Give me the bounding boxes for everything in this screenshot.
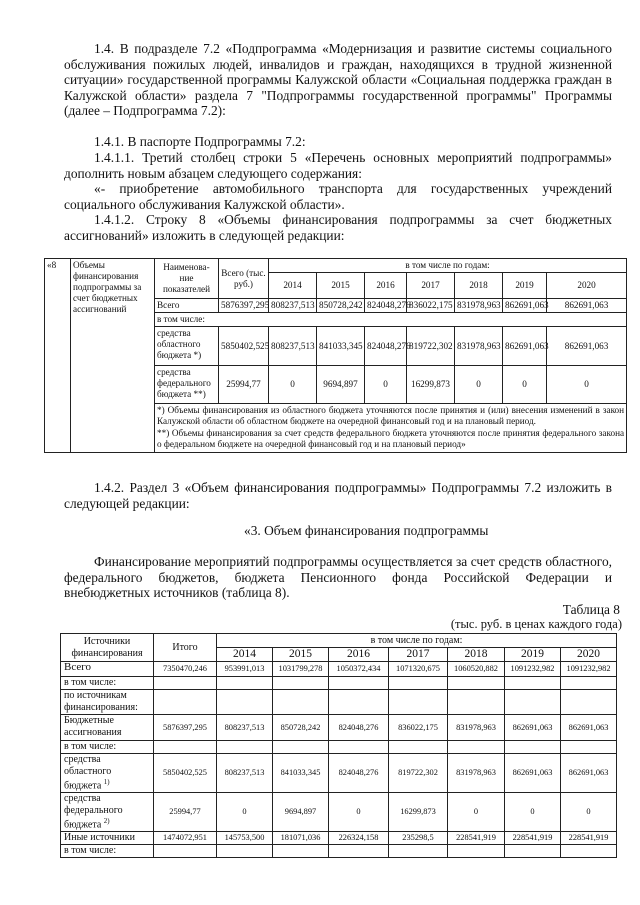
year-header: 2015 (273, 648, 329, 662)
cell-value: 9694,897 (273, 793, 329, 832)
row-name: средства федерального бюджета (64, 793, 123, 831)
cell-value: 0 (547, 366, 627, 404)
row-name-cell (61, 793, 154, 832)
row-name: в том числе: (61, 845, 154, 858)
cell-value: 831978,963 (448, 715, 505, 741)
col-source-header: Источники финансирования (61, 634, 154, 662)
cell-value: 808237,513 (269, 299, 317, 313)
paragraph-1-4-1: 1.4.1. В паспорте Подпрограммы 7.2: (94, 134, 306, 149)
cell-value: 862691,063 (505, 715, 561, 741)
row-total: 1474072,951 (154, 832, 217, 845)
table-row (61, 845, 617, 858)
cell-value: 0 (329, 793, 389, 832)
footnote-marker: 2) (103, 817, 110, 826)
year-header: 2018 (455, 273, 503, 299)
cell-value: 836022,175 (407, 299, 455, 313)
row-name: средства областного бюджета (64, 754, 112, 792)
row-number: «8 (45, 259, 71, 453)
year-header: 2015 (317, 273, 365, 299)
cell-value: 0 (269, 366, 317, 404)
cell-value: 824048,276 (365, 299, 407, 313)
col-total-header: Итого (154, 634, 217, 662)
table-row (61, 754, 617, 793)
cell-value: 1060520,882 (448, 662, 505, 677)
year-header: 2016 (365, 273, 407, 299)
cell-value: 0 (365, 366, 407, 404)
cell-value: 862691,063 (547, 299, 627, 313)
cell-value: 824048,276 (329, 715, 389, 741)
cell-value: 0 (455, 366, 503, 404)
cell-value: 0 (217, 793, 273, 832)
year-header: 2017 (407, 273, 455, 299)
cell-value: 228541,919 (561, 832, 617, 845)
years-group-header: в том числе по годам: (217, 634, 617, 648)
passport-row-8-table (44, 258, 627, 453)
cell-value: 808237,513 (217, 754, 273, 793)
row-total: 25994,77 (154, 793, 217, 832)
table-row (61, 662, 617, 677)
row-name-cell (61, 754, 154, 793)
row-total: 5876397,295 (219, 299, 269, 313)
cell-value: 862691,063 (503, 299, 547, 313)
cell-value: 862691,063 (547, 327, 627, 366)
row-total: 5876397,295 (154, 715, 217, 741)
section-heading: «3. Объем финансирования подпрограммы (244, 523, 489, 538)
cell-value: 841033,345 (317, 327, 365, 366)
table-label: Таблица 8 (562, 602, 620, 617)
year-header: 2020 (561, 648, 617, 662)
row-total: 7350470,246 (154, 662, 217, 677)
cell-value: 862691,063 (561, 715, 617, 741)
cell-value: 0 (503, 366, 547, 404)
table-row (61, 741, 617, 754)
year-header: 2014 (269, 273, 317, 299)
cell-value: 808237,513 (269, 327, 317, 366)
cell-value: 181071,036 (273, 832, 329, 845)
row-total: 5850402,525 (154, 754, 217, 793)
row-name: в том числе: (155, 313, 627, 327)
cell-value: 226324,158 (329, 832, 389, 845)
cell-value: 235298,5 (389, 832, 448, 845)
cell-value: 862691,063 (505, 754, 561, 793)
year-header: 2016 (329, 648, 389, 662)
row-name: в том числе: (61, 677, 154, 690)
paragraph-1-4: 1.4. В подразделе 7.2 «Подпрограмма «Модернизация и развитие системы социального обслуживания пожилых людей, инвалидов и граждан, находящихся в трудной жизненной ситуации» государственной программы Калужской области «Социальная поддержка граждан в Калужской области» раздела 7 "Подпрограммы государственной программы" Программы (далее – Подпрограмма 7.2): (64, 41, 612, 119)
financing-table (60, 633, 617, 858)
table-row (61, 677, 617, 690)
table-notes (155, 404, 627, 453)
cell-value: 824048,276 (365, 327, 407, 366)
cell-value: 1091232,982 (561, 662, 617, 677)
year-header: 2019 (505, 648, 561, 662)
table-row (61, 715, 617, 741)
col-name-header: Наименова-ние показателей (155, 259, 219, 299)
table-row (61, 793, 617, 832)
years-group-header: в том числе по годам: (269, 259, 627, 273)
paragraph-1-4-2: 1.4.2. Раздел 3 «Объем финансирования подпрограммы» Подпрограммы 7.2 изложить в следующей редакции: (64, 480, 612, 511)
cell-value: 836022,175 (389, 715, 448, 741)
cell-value: 831978,963 (455, 299, 503, 313)
cell-value: 1091232,982 (505, 662, 561, 677)
year-header: 2017 (389, 648, 448, 662)
row-label: Объемы финансирования подпрограммы за счет бюджетных ассигнований (71, 259, 155, 453)
footnote-marker: 1) (103, 778, 110, 787)
cell-value: 831978,963 (448, 754, 505, 793)
cell-value: 228541,919 (505, 832, 561, 845)
cell-value: 9694,897 (317, 366, 365, 404)
row-name: средства областного бюджета *) (155, 327, 219, 366)
cell-value: 16299,873 (407, 366, 455, 404)
cell-value: 1050372,434 (329, 662, 389, 677)
year-header: 2020 (547, 273, 627, 299)
cell-value: 1031799,278 (273, 662, 329, 677)
cell-value: 808237,513 (217, 715, 273, 741)
cell-value: 953991,013 (217, 662, 273, 677)
year-header: 2019 (503, 273, 547, 299)
note-federal: **) Объемы финансирования за счет средств федерального бюджета уточняются после принятия федерального закона о федеральном бюджете на очередной финансовый год и на плановый период» (157, 427, 625, 450)
row-name: по источникам финансирования: (61, 690, 154, 715)
row-total: 25994,77 (219, 366, 269, 404)
cell-value: 862691,063 (561, 754, 617, 793)
row-name: Всего (155, 299, 219, 313)
table-row (61, 690, 617, 715)
cell-value: 850728,242 (273, 715, 329, 741)
row-name: Бюджетные ассигнования (61, 715, 154, 741)
note-regional: *) Объемы финансирования из областного бюджета уточняются после принятия и (или) внесения изменений в закон Калужской области об областном бюджете на очередной финансовый год и на плановый период. (157, 405, 625, 427)
row-name: в том числе: (61, 741, 154, 754)
cell-value: 819722,302 (389, 754, 448, 793)
cell-value: 0 (505, 793, 561, 832)
paragraph-new-item: «- приобретение автомобильного транспорта для государственных учреждений социального обслуживания Калужской области». (64, 181, 612, 212)
cell-value: 0 (561, 793, 617, 832)
cell-value: 0 (448, 793, 505, 832)
paragraph-financing: Финансирование мероприятий подпрограммы осуществляется за счет средств областного, федерального бюджетов, бюджета Пенсионного фонда Российской Федерации и внебюджетных источников (таблица 8). (64, 554, 612, 601)
cell-value: 228541,919 (448, 832, 505, 845)
col-total-header: Всего (тыс. руб.) (219, 259, 269, 299)
row-name: средства федерального бюджета **) (155, 366, 219, 404)
cell-value: 16299,873 (389, 793, 448, 832)
row-name: Иные источники (61, 832, 154, 845)
paragraph-1-4-1-1: 1.4.1.1. Третий столбец строки 5 «Перечень основных мероприятий подпрограммы» дополнить новым абзацем следующего содержания: (64, 150, 612, 181)
cell-value: 862691,063 (503, 327, 547, 366)
cell-value: 831978,963 (455, 327, 503, 366)
table-row (61, 832, 617, 845)
cell-value: 850728,242 (317, 299, 365, 313)
cell-value: 1071320,675 (389, 662, 448, 677)
year-header: 2018 (448, 648, 505, 662)
cell-value: 841033,345 (273, 754, 329, 793)
table-units: (тыс. руб. в ценах каждого года) (450, 617, 622, 631)
year-header: 2014 (217, 648, 273, 662)
cell-value: 819722,302 (407, 327, 455, 366)
row-total: 5850402,525 (219, 327, 269, 366)
row-name: Всего (61, 662, 154, 677)
paragraph-1-4-1-2: 1.4.1.2. Строку 8 «Объемы финансирования подпрограммы за счет бюджетных ассигнований» изложить в следующей редакции: (64, 212, 612, 243)
cell-value: 824048,276 (329, 754, 389, 793)
cell-value: 145753,500 (217, 832, 273, 845)
